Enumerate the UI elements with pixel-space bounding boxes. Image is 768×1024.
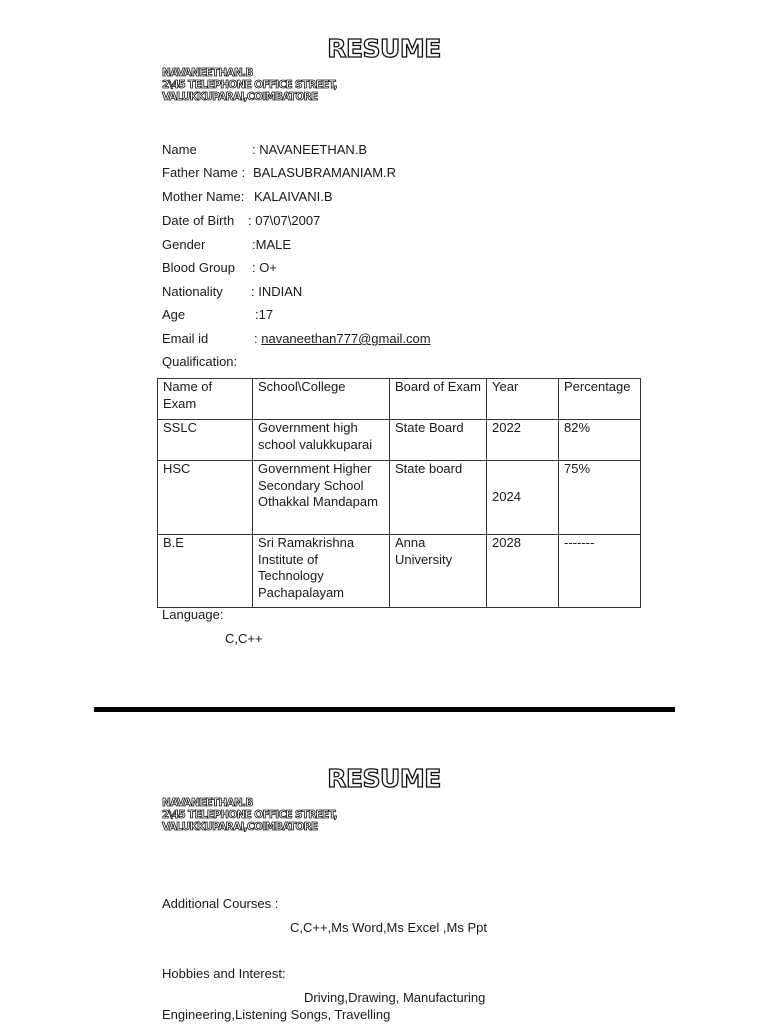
field-label-nationality: Nationality: [162, 284, 223, 299]
page-divider: [94, 707, 675, 712]
field-label-email: Email id: [162, 331, 209, 346]
hobbies-line-2: Engineering,Listening Songs, Travelling: [162, 1007, 391, 1022]
table-header-cell: Board of Exam: [390, 379, 487, 420]
field-value-gender: :MALE: [252, 237, 292, 252]
header-name: NAVANEETHAN.B: [162, 797, 253, 809]
resume-title: RESUME: [327, 34, 441, 63]
email-link[interactable]: navaneethan777@gmail.com: [261, 331, 431, 346]
table-cell: Sri Ramakrishna Institute of Technology Pachapalayam: [253, 535, 390, 608]
table-cell: B.E: [158, 535, 253, 608]
field-value-name: : NAVANEETHAN.B: [252, 142, 368, 157]
field-value-father-name: BALASUBRAMANIAM.R: [253, 165, 397, 180]
table-cell: HSC: [158, 461, 253, 535]
header-address-line-2: VALUKKUPARAI,COIMBATORE: [162, 821, 318, 833]
email-prefix: :: [254, 331, 262, 346]
table-header-cell: Percentage: [559, 379, 641, 420]
field-value-mother-name: KALAIVANI.B: [254, 189, 333, 204]
field-label-blood-group: Blood Group: [162, 260, 235, 275]
header-address-line-1: 2\45 TELEPHONE OFFICE STREET,: [162, 79, 337, 91]
table-row: [158, 420, 641, 461]
field-label-name: Name: [162, 142, 197, 157]
qualification-label: Qualification:: [162, 354, 238, 369]
table-cell: SSLC: [158, 420, 253, 461]
language-label: Language:: [162, 607, 224, 622]
field-value-email: [254, 331, 431, 346]
table-cell: State Board: [390, 420, 487, 461]
table-cell: -------: [559, 535, 641, 608]
table-cell: 75%: [559, 461, 641, 535]
table-cell: Government high school valukkuparai: [253, 420, 390, 461]
field-label-dob: Date of Birth: [162, 213, 235, 228]
hobbies-label: Hobbies and Interest:: [162, 966, 286, 981]
table-cell: 2024: [487, 461, 559, 535]
field-value-nationality: : INDIAN: [251, 284, 303, 299]
table-cell: Government Higher Secondary School Othakkal Mandapam: [253, 461, 390, 535]
field-label-mother-name: Mother Name:: [162, 189, 245, 204]
field-label-gender: Gender: [162, 237, 206, 252]
language-value: C,C++: [225, 631, 263, 646]
header-address-line-2: VALUKKUPARAI,COIMBATORE: [162, 91, 318, 103]
additional-courses-value: C,C++,Ms Word,Ms Excel ,Ms Ppt: [290, 920, 487, 935]
table-cell: 2028: [487, 535, 559, 608]
header-address-block: [162, 67, 337, 103]
field-value-age: :17: [255, 307, 274, 322]
table-cell: 2022: [487, 420, 559, 461]
table-cell: 82%: [559, 420, 641, 461]
resume-title-page-2: RESUME: [327, 764, 441, 793]
table-cell: Anna University: [390, 535, 487, 608]
qualification-table: [157, 378, 641, 608]
table-header-cell: Name of Exam: [158, 379, 253, 420]
table-header-row: [158, 379, 641, 420]
header-address-line-1: 2\45 TELEPHONE OFFICE STREET,: [162, 809, 337, 821]
field-label-age: Age: [162, 307, 186, 322]
field-value-blood-group: : O+: [252, 260, 277, 275]
header-name: NAVANEETHAN.B: [162, 67, 253, 79]
header-address-block-page-2: [162, 797, 337, 833]
additional-courses-label: Additional Courses :: [162, 896, 279, 911]
table-header-cell: Year: [487, 379, 559, 420]
table-row: [158, 535, 641, 608]
table-row: [158, 461, 641, 535]
table-header-cell: School\College: [253, 379, 390, 420]
field-label-father-name: Father Name :: [162, 165, 246, 180]
hobbies-line-1: Driving,Drawing, Manufacturing: [304, 990, 486, 1005]
table-cell: State board: [390, 461, 487, 535]
field-value-dob: : 07\07\2007: [248, 213, 321, 228]
